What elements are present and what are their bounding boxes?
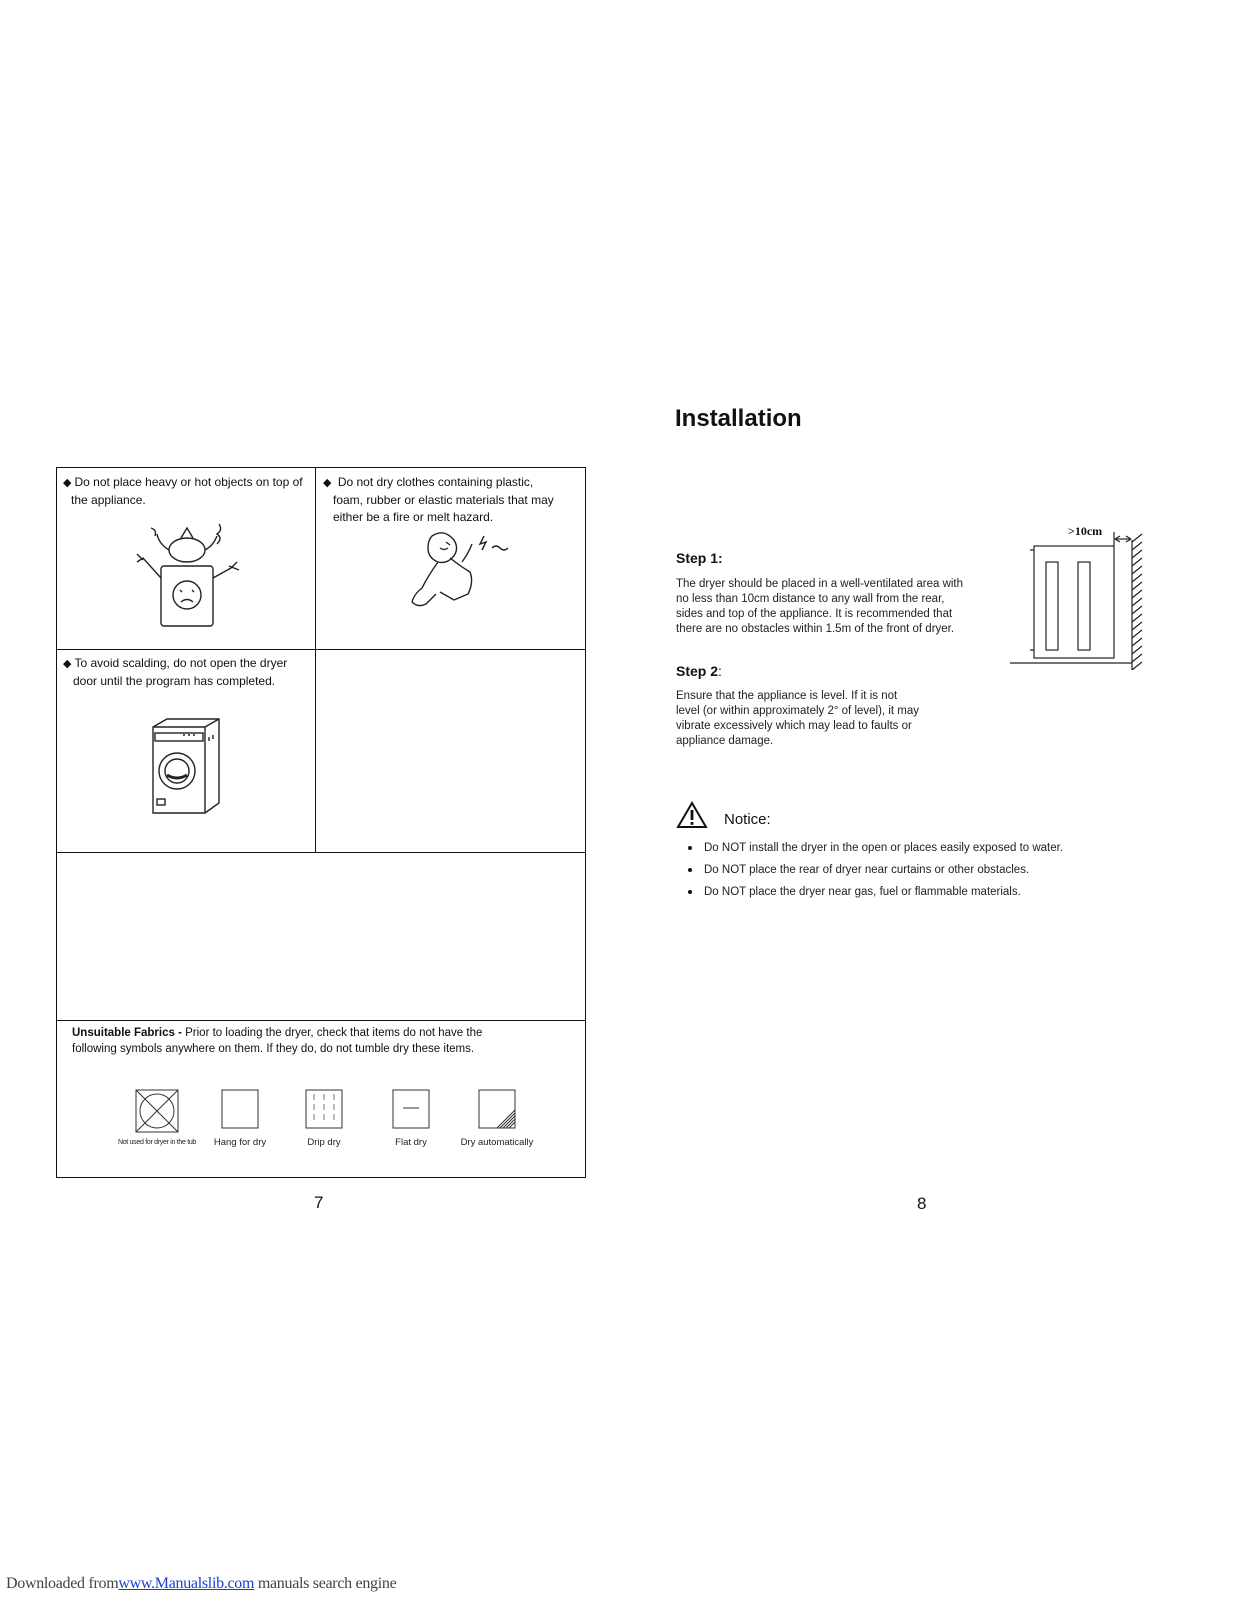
dryer-wall-diagram-icon bbox=[1010, 520, 1146, 670]
warning-line: the appliance. bbox=[71, 493, 146, 507]
heavy-objects-warning bbox=[63, 474, 313, 509]
bullet-diamond-icon: ◆ bbox=[63, 477, 72, 489]
warning-line: Do not place heavy or hot objects on top of bbox=[74, 475, 303, 489]
column-divider bbox=[315, 468, 316, 852]
step2-line: appliance damage. bbox=[676, 735, 774, 747]
bullet-diamond-icon: ◆ bbox=[323, 477, 332, 489]
page-number: 8 bbox=[917, 1194, 927, 1213]
warning-line: either be a fire or melt hazard. bbox=[333, 510, 494, 524]
row-divider bbox=[57, 649, 585, 650]
footer-suffix: manuals search engine bbox=[257, 1575, 397, 1592]
step2-line: vibrate excessively which may lead to faults or bbox=[676, 720, 912, 732]
plastic-clothes-illustration bbox=[402, 528, 512, 612]
clearance-diagram bbox=[1010, 520, 1146, 670]
step2-body bbox=[676, 689, 982, 749]
flat-line-square-icon bbox=[391, 1088, 431, 1130]
notice-text: Do NOT place the rear of dryer near curtains or other obstacles. bbox=[704, 864, 1030, 876]
step2-label: Step 2 bbox=[676, 663, 719, 679]
heavy-object-illustration bbox=[129, 520, 249, 632]
step1-line: there are no obstacles within 1.5m of the front of dryer. bbox=[676, 623, 955, 635]
warning-line: To avoid scalding, do not open the dryer bbox=[74, 656, 288, 670]
step1-line: no less than 10cm distance to any wall from the rear, bbox=[676, 593, 945, 605]
unsuitable-line: Prior to loading the dryer, check that items do not have the bbox=[185, 1027, 483, 1039]
manualslib-link[interactable]: www.Manualslib.com bbox=[118, 1575, 255, 1592]
corner-hatch-square-icon bbox=[477, 1088, 517, 1130]
drip-lines-square-icon bbox=[304, 1088, 344, 1130]
empty-square-icon bbox=[220, 1088, 260, 1130]
step1-body bbox=[676, 577, 986, 637]
warning-triangle-icon bbox=[676, 801, 708, 829]
step1-line: The dryer should be placed in a well-ventilated area with bbox=[676, 578, 964, 590]
symbol-label: Dry automatically bbox=[460, 1137, 534, 1148]
symbol-label: Not used for dryer in the tub bbox=[117, 1139, 197, 1146]
notice-item bbox=[684, 862, 1063, 884]
warning-line: Do not dry clothes containing plastic, bbox=[337, 475, 534, 489]
step1-heading: Step 1: bbox=[676, 550, 723, 566]
clearance-label: >10cm bbox=[1068, 524, 1103, 538]
step2-line: Ensure that the appliance is level. If it is not bbox=[676, 690, 898, 702]
step2-heading bbox=[676, 663, 722, 679]
unsuitable-line: following symbols anywhere on them. If they do, do not tumble dry these items. bbox=[72, 1043, 475, 1055]
notice-heading: Notice: bbox=[724, 811, 771, 828]
warning-line: door until the program has completed. bbox=[73, 674, 276, 688]
row-divider bbox=[57, 1020, 585, 1021]
step2-colon: : bbox=[718, 663, 722, 679]
notice-item bbox=[684, 840, 1063, 862]
bullet-dot-icon bbox=[688, 890, 692, 894]
step1-line: sides and top of the appliance. It is recommended that bbox=[676, 608, 953, 620]
dryer-door-illustration bbox=[145, 715, 225, 819]
scalding-warning bbox=[63, 655, 313, 690]
safety-table bbox=[56, 467, 586, 1178]
page-number: 7 bbox=[314, 1193, 324, 1212]
bullet-dot-icon bbox=[688, 868, 692, 872]
step2-line: level (or within approximately 2° of level), it may bbox=[676, 705, 919, 717]
footer-prefix: Downloaded from bbox=[6, 1575, 119, 1592]
download-footer bbox=[6, 1575, 396, 1593]
unsuitable-fabrics-text bbox=[72, 1025, 577, 1057]
symbol-label: Hang for dry bbox=[213, 1137, 267, 1148]
bullet-diamond-icon: ◆ bbox=[63, 658, 72, 670]
row-divider bbox=[57, 852, 585, 853]
plastic-warning bbox=[323, 474, 581, 526]
crossed-circle-square-icon bbox=[134, 1088, 180, 1134]
symbol-label: Flat dry bbox=[395, 1137, 427, 1148]
unsuitable-fabrics-heading: Unsuitable Fabrics - bbox=[72, 1027, 182, 1039]
notice-list bbox=[684, 840, 1063, 906]
bullet-dot-icon bbox=[688, 846, 692, 850]
symbol-label: Drip dry bbox=[307, 1137, 341, 1148]
notice-item bbox=[684, 884, 1063, 906]
page-title: Installation bbox=[675, 405, 802, 432]
warning-line: foam, rubber or elastic materials that may bbox=[333, 493, 554, 507]
notice-text: Do NOT place the dryer near gas, fuel or flammable materials. bbox=[704, 886, 1021, 898]
notice-text: Do NOT install the dryer in the open or places easily exposed to water. bbox=[704, 842, 1064, 854]
